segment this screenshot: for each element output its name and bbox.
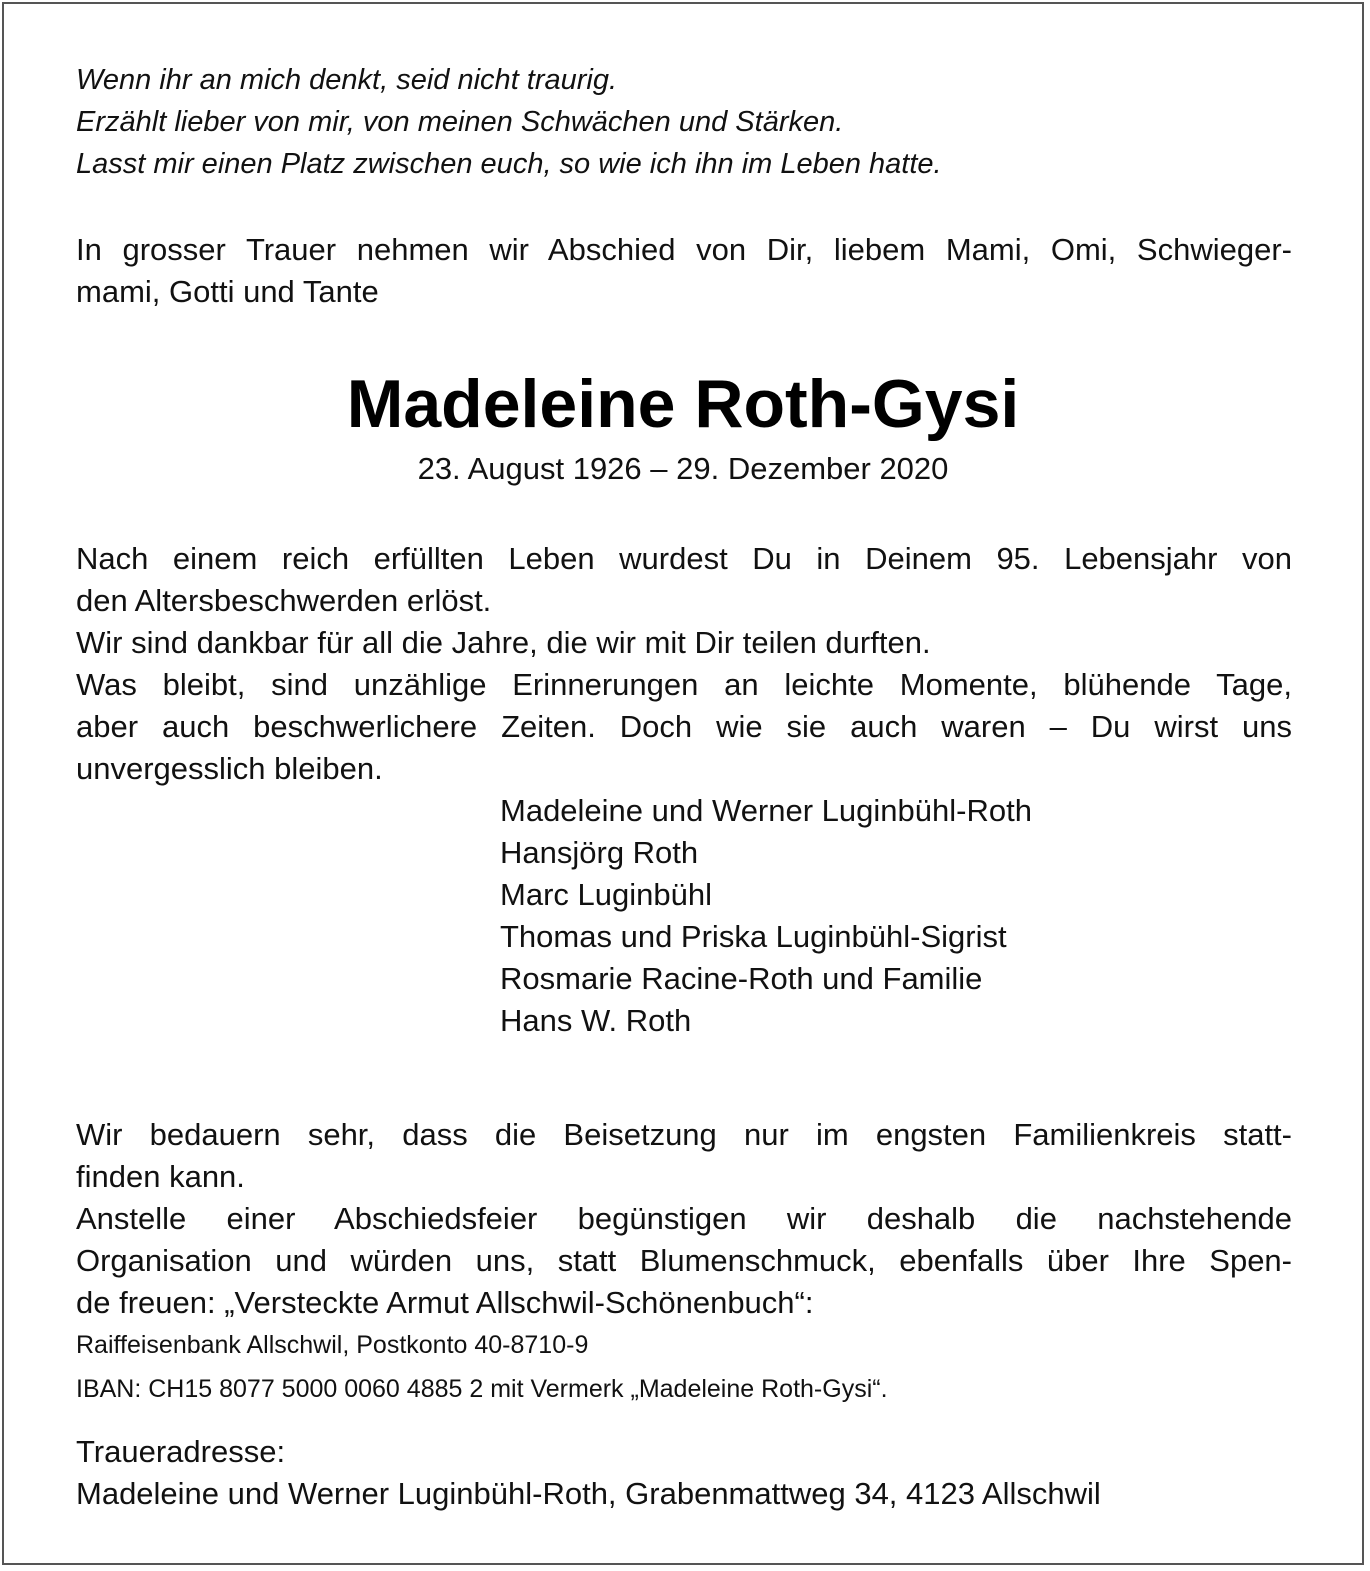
bank-line-2: IBAN: CH15 8077 5000 0060 4885 2 mit Vermerk „Madeleine Roth-Gysi“. (76, 1375, 888, 1403)
address-value: Madeleine und Werner Luginbühl-Roth, Grabenmattweg 34, 4123 Allschwil (76, 1476, 1101, 1511)
message-line-6: unvergesslich bleiben. (76, 751, 383, 786)
notice-line-1: Wir bedauern sehr, dass die Beisetzung nur im engsten Familienkreis statt- (76, 1117, 1292, 1152)
intro-line-1: In grosser Trauer nehmen wir Abschied von Dir, liebem Mami, Omi, Schwieger- (76, 232, 1292, 267)
address-label: Traueradresse: (76, 1434, 286, 1469)
message-text (76, 538, 1292, 790)
notice-line-3: Anstelle einer Abschiedsfeier begünstigen wir deshalb die nachstehende (76, 1201, 1292, 1236)
mourner-name: Marc Luginbühl (500, 877, 712, 912)
poem-line-2: Erzählt lieber von mir, von meinen Schwächen und Stärken. (76, 106, 844, 138)
message-line-1: Nach einem reich erfüllten Leben wurdest Du in Deinem 95. Lebensjahr von (76, 541, 1292, 576)
deceased-name: Madeleine Roth-Gysi (346, 366, 1020, 442)
intro-line-2: mami, Gotti und Tante (76, 274, 379, 309)
mourner-name: Rosmarie Racine-Roth und Familie (500, 961, 983, 996)
poem-line-3: Lasst mir einen Platz zwischen euch, so wie ich ihn im Leben hatte. (76, 148, 942, 180)
poem-line-1: Wenn ihr an mich denkt, seid nicht traurig. (76, 64, 618, 96)
intro-text (76, 229, 1292, 313)
mourner-name: Madeleine und Werner Luginbühl-Roth (500, 793, 1032, 828)
mourner-name: Hans W. Roth (500, 1003, 692, 1038)
message-line-5: aber auch beschwerlichere Zeiten. Doch wie sie auch waren – Du wirst uns (76, 709, 1292, 744)
message-line-4: Was bleibt, sind unzählige Erinnerungen an leichte Momente, blühende Tage, (76, 667, 1292, 702)
life-dates: 23. August 1926 – 29. Dezember 2020 (417, 451, 949, 486)
notice-line-2: finden kann. (76, 1159, 245, 1194)
bank-line-1: Raiffeisenbank Allschwil, Postkonto 40-8710-9 (76, 1331, 589, 1359)
message-line-3: Wir sind dankbar für all die Jahre, die wir mit Dir teilen durften. (76, 625, 931, 660)
notice-text (76, 1114, 1292, 1324)
notice-line-4: Organisation und würden uns, statt Blumenschmuck, ebenfalls über Ihre Spen- (76, 1243, 1292, 1278)
mourner-name: Thomas und Priska Luginbühl-Sigrist (500, 919, 1007, 954)
mourners-list (500, 790, 1032, 1042)
notice-line-5: de freuen: „Versteckte Armut Allschwil-Schönenbuch“: (76, 1285, 814, 1320)
mourner-name: Hansjörg Roth (500, 835, 699, 870)
message-line-2: den Altersbeschwerden erlöst. (76, 583, 492, 618)
